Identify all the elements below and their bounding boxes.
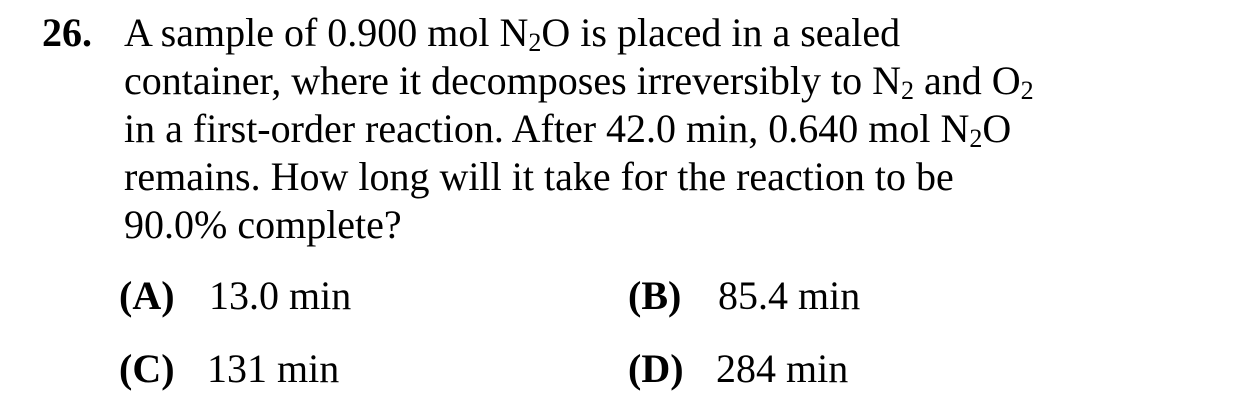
stem-text: A sample of 0.900 mol N [124,10,529,55]
subscript: 2 [1020,76,1034,105]
stem-text: and O [914,58,1021,103]
answer-choice-a[interactable] [119,272,351,320]
choice-value: 85.4 min [718,273,861,318]
choice-value: 13.0 min [209,273,352,318]
stem-line [124,57,1204,105]
subscript: 2 [969,124,983,153]
stem-line [124,105,1204,153]
subscript: 2 [528,28,542,57]
answer-choice-c[interactable] [119,345,339,393]
choice-letter: (C) [119,346,175,391]
answer-choice-d[interactable] [628,345,848,393]
stem-text: in a first-order reaction. After 42.0 min, 0.640 mol N [124,106,970,151]
stem-text: O is placed in a sealed [541,10,901,55]
question-number: 26. [42,10,92,55]
question-stem [124,9,1204,249]
stem-line [124,9,1204,57]
stem-line: 90.0% complete? [124,202,402,247]
answer-choice-b[interactable] [628,272,860,320]
choice-letter: (D) [628,346,684,391]
choice-letter: (B) [628,273,682,318]
choice-letter: (A) [119,273,175,318]
stem-text: container, where it decomposes irreversibly to N [124,58,902,103]
stem-line: remains. How long will it take for the reaction to be [124,154,954,199]
choice-value: 284 min [716,346,849,391]
subscript: 2 [901,76,915,105]
stem-text: O [982,106,1012,151]
choice-value: 131 min [207,346,340,391]
